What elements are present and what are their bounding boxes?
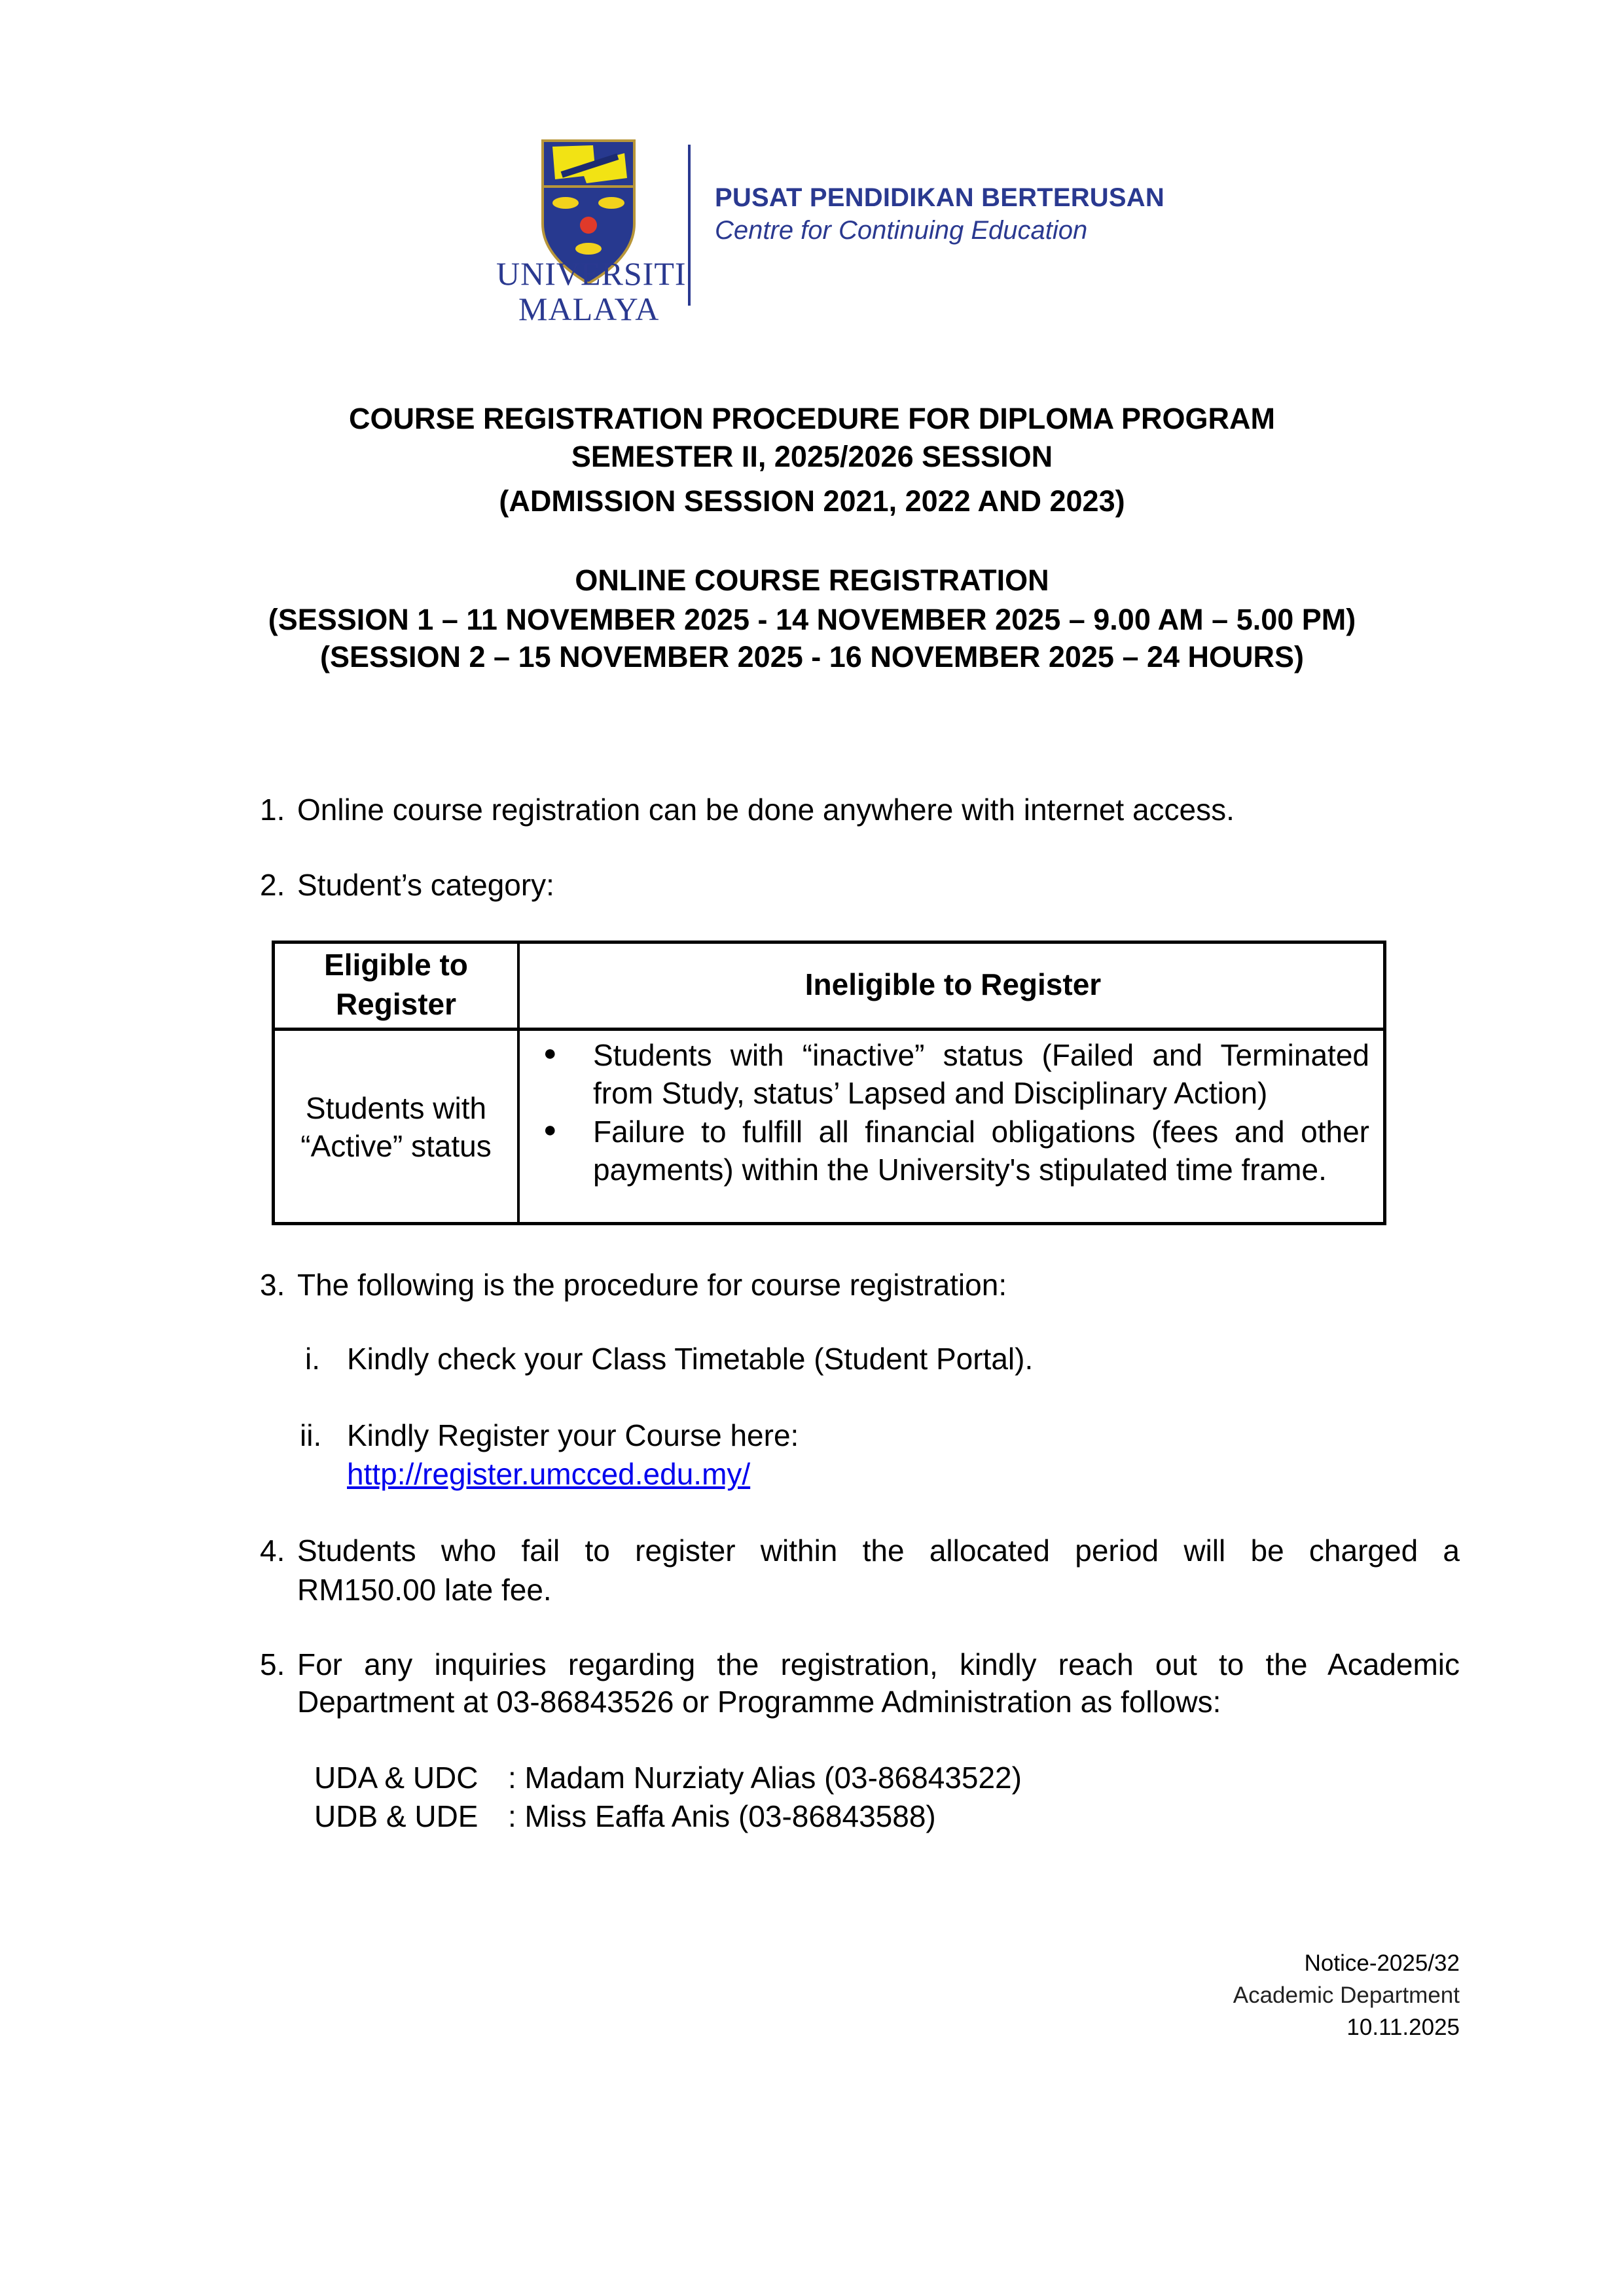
item-text-line1: Students who fail to register within the allocated period will be charged a (297, 1534, 1460, 1568)
item-text-line1: For any inquiries regarding the registration, kindly reach out to the Academic (297, 1647, 1460, 1681)
contact-person: : Miss Eaffa Anis (03-86843588) (508, 1799, 936, 1833)
step-number: ii. (300, 1418, 322, 1452)
registration-link[interactable]: http://register.umcced.edu.my/ (347, 1457, 751, 1491)
table-row-divider (272, 1028, 1386, 1031)
contact-row (0, 1763, 1624, 1795)
notice-number: Notice-2025/32 (1304, 1950, 1460, 1976)
item-text-line2: RM150.00 late fee. (297, 1573, 552, 1607)
logo-divider (688, 145, 691, 306)
eligible-line2: “Active” status (300, 1128, 492, 1163)
item-number: 5. (260, 1647, 285, 1681)
list-item (0, 1649, 1624, 1721)
list-item (0, 795, 1624, 827)
step-number: i. (305, 1342, 320, 1376)
item-text: The following is the procedure for course registration: (297, 1268, 1007, 1302)
contact-row (0, 1801, 1624, 1834)
session-2-dates: (SESSION 2 – 15 NOVEMBER 2025 - 16 NOVEMBER 2025 – 24 HOURS) (319, 640, 1305, 673)
ineligible-reason: Students with “inactive” status (Failed and Terminated from Study, status’ Lapsed and Disciplinary Action) (593, 1038, 1369, 1110)
admission-title: (ADMISSION SESSION 2021, 2022 AND 2023) (499, 484, 1125, 518)
list-item (0, 1270, 1624, 1302)
contact-programmes: UDA & UDC (314, 1761, 478, 1795)
contact-programmes: UDB & UDE (314, 1799, 478, 1833)
ineligible-reason: Failure to fulfill all financial obligations (fees and other payments) within the University's stipulated time frame. (593, 1115, 1369, 1187)
eligible-line1: Students with (305, 1091, 487, 1125)
university-name-line1: UNIVERSITI (496, 255, 687, 292)
session-1-dates: (SESSION 1 – 11 NOVEMBER 2025 - 14 NOVEMBER 2025 – 9.00 AM – 5.00 PM) (268, 603, 1356, 636)
header-eligible-line1: Eligible to (324, 948, 468, 982)
item-text: Student’s category: (297, 868, 554, 902)
online-registration-heading: ONLINE COURSE REGISTRATION (575, 564, 1049, 597)
step-text: Kindly check your Class Timetable (Student Portal). (347, 1342, 1034, 1376)
semester-title: SEMESTER II, 2025/2026 SESSION (571, 440, 1053, 473)
org-name: PUSAT PENDIDIKAN BERTERUSAN (715, 183, 1164, 212)
item-text-line2: Department at 03-86843526 or Programme Administration as follows: (297, 1685, 1221, 1719)
university-name-line2: MALAYA (518, 291, 660, 327)
header-eligible-line2: Register (335, 986, 457, 1021)
contact-person: : Madam Nurziaty Alias (03-86843522) (508, 1761, 1022, 1795)
bullet-icon: ● (543, 1041, 557, 1066)
bullet-icon: ● (543, 1117, 557, 1142)
table-cell-eligible (275, 1090, 517, 1165)
issuing-department: Academic Department (1233, 1982, 1460, 2008)
item-number: 4. (260, 1534, 285, 1568)
notice-date: 10.11.2025 (1346, 2015, 1460, 2040)
table-header-eligible (275, 946, 517, 1024)
step-text: Kindly Register your Course here: (347, 1418, 799, 1452)
list-item (0, 1535, 1624, 1607)
item-text: Online course registration can be done anywhere with internet access. (297, 793, 1235, 827)
procedure-step (0, 1344, 1624, 1376)
procedure-step (0, 1420, 1624, 1453)
item-number: 2. (260, 868, 285, 902)
list-item (0, 870, 1624, 903)
item-number: 3. (260, 1268, 285, 1302)
table-header-ineligible: Ineligible to Register (804, 967, 1102, 1001)
item-number: 1. (260, 793, 285, 827)
document-title: COURSE REGISTRATION PROCEDURE FOR DIPLOMA PROGRAM (348, 402, 1276, 435)
org-subtitle: Centre for Continuing Education (715, 216, 1088, 245)
